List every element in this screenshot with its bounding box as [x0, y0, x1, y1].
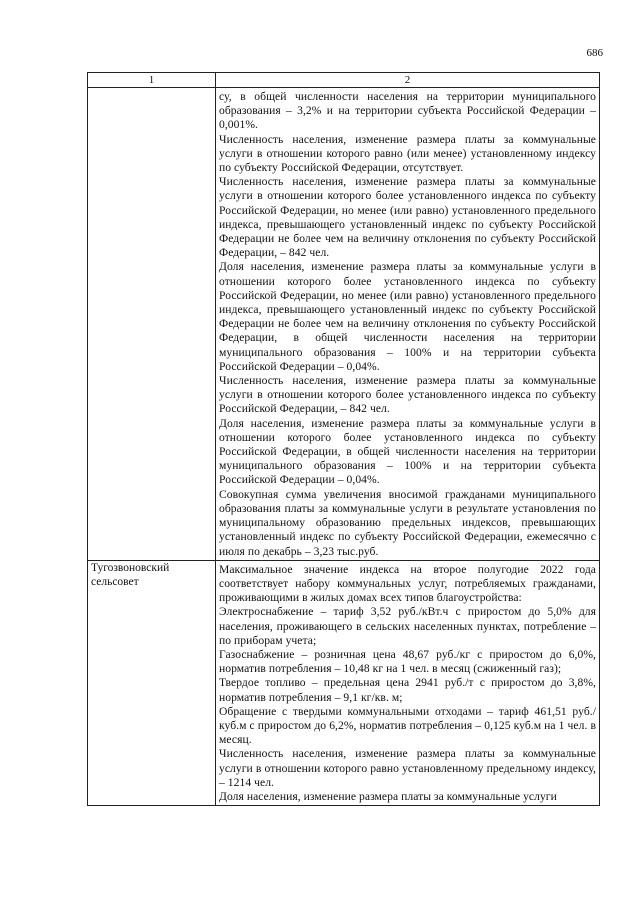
- page-number: 686: [586, 47, 603, 59]
- paragraph: Твердое топливо – предельная цена 2941 руб./т с приростом до 3,8%, норматив потребления – 9,1 кг/кв. м;: [219, 676, 596, 704]
- paragraph: су, в общей численности населения на территории муниципального образования – 3,2% и на территории субъекта Российской Федерации – 0,001%.: [219, 90, 596, 132]
- description-cell: [216, 88, 600, 561]
- municipality-cell: [88, 88, 216, 561]
- paragraph: Доля населения, изменение размера платы за коммунальные услуги в отношении которого более установленного индекса по субъекту Российской Федерации, в общей численности населения на территории муниципального образования – 100% и на территории субъекта Российской Федерации – 0,04%.: [219, 416, 596, 487]
- paragraph: Доля населения, изменение размера платы за коммунальные услуги: [219, 789, 557, 803]
- paragraph: Электроснабжение – тариф 3,52 руб./кВт.ч с приростом до 5,0% для населения, проживающего в сельских населенных пунктах, потребление – по приборам учета;: [219, 605, 596, 647]
- paragraph: Совокупная сумма увеличения вносимой гражданами муниципального образования платы за коммунальные услуги в результате установления по муниципальному образованию предельных индексов, превышающих установленный индекс по субъекту Российской Федерации, ежемесячно с июля по декабрь – 3,23 тыс.руб.: [219, 487, 596, 558]
- paragraph: Доля населения, изменение размера платы за коммунальные услуги в отношении которого более установленного индекса по субъекту Российской Федерации, но менее (или равно) установленного предельного индекса, превышающего установленный индекс по субъекту Российской Федерации не более чем на величину отклонения по субъекту Российской Федерации, в общей численности населения на территории муниципального образования – 100% и на территории субъекта Российской Федерации – 0,04%.: [219, 260, 596, 373]
- paragraph: Численность населения, изменение размера платы за коммунальные услуги в отношении которого равно (или менее) установленному индексу по субъекту Российской Федерации, отсутствует.: [219, 132, 596, 175]
- column-header-1: 1: [88, 73, 216, 88]
- column-header-2: 2: [216, 73, 600, 88]
- paragraph: Численность населения, изменение размера платы за коммунальные услуги в отношении которого более установленного индекса по субъекту Российской Федерации, – 842 чел.: [219, 374, 596, 416]
- table-row: [88, 88, 600, 561]
- paragraph: Газоснабжение – розничная цена 48,67 руб./кг с приростом до 6,0%, норматив потребления – 10,48 кг на 1 чел. в месяц (сжиженный газ);: [219, 647, 596, 676]
- table-row: [88, 560, 600, 805]
- paragraph: Численность населения, изменение размера платы за коммунальные услуги в отношении которого равно установленному предельному индексу, – 1214 чел.: [219, 747, 596, 789]
- document-table: [87, 72, 600, 806]
- paragraph: Максимальное значение индекса на второе полугодие 2022 года соответствует набору коммунальных услуг, потребляемых гражданами, проживающими в жилых домах всех типов благоустройства:: [219, 562, 596, 605]
- description-cell: [216, 560, 600, 805]
- paragraph: Обращение с твердыми коммунальными отходами – тариф 461,51 руб./куб.м с приростом до 6,2%, норматив потребления – 0,125 куб.м на 1 чел. в месяц.: [219, 704, 596, 747]
- paragraph: Численность населения, изменение размера платы за коммунальные услуги в отношении которого более установленного индекса по субъекту Российской Федерации, но менее (или равно) установленного предельного индекса, превышающего установленный индекс по субъекту Российской Федерации не более чем на величину отклонения по субъекту Российской Федерации, – 842 чел.: [219, 175, 596, 260]
- municipality-cell: Тугозвоновский сельсовет: [88, 560, 216, 805]
- table-header-row: [88, 73, 600, 88]
